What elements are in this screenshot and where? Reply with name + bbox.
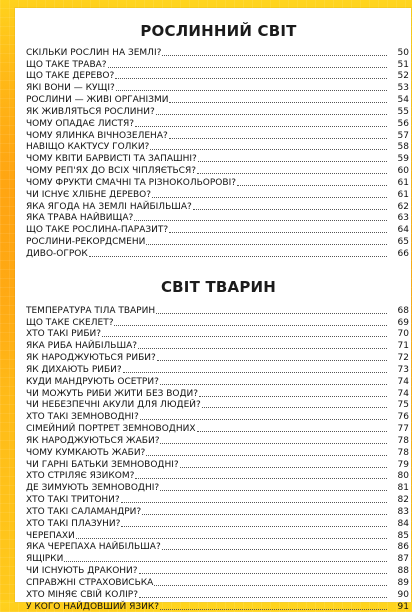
toc-entry-title: ХТО ТАКІ РИБИ? bbox=[26, 329, 102, 340]
toc-entry[interactable] bbox=[26, 458, 411, 470]
toc-entry[interactable] bbox=[26, 117, 411, 129]
dot-leader bbox=[116, 88, 387, 91]
toc-entry[interactable] bbox=[26, 387, 411, 399]
toc-entry[interactable] bbox=[26, 363, 411, 375]
toc-entry[interactable] bbox=[26, 552, 411, 564]
toc-entry-title: ЯК НАРОДЖУЮТЬСЯ РИБИ? bbox=[26, 353, 156, 364]
dot-leader bbox=[102, 334, 387, 337]
toc-entry[interactable] bbox=[26, 410, 411, 422]
toc-entry-page-number: 84 bbox=[397, 518, 409, 529]
toc-entry-page-number: 61 bbox=[397, 177, 409, 188]
toc-entry-page-number: 78 bbox=[397, 435, 409, 446]
toc-entry[interactable] bbox=[26, 58, 411, 70]
toc-entry-page-number: 79 bbox=[397, 459, 409, 470]
toc-entry[interactable] bbox=[26, 399, 411, 411]
dot-leader bbox=[139, 595, 387, 598]
toc-entry[interactable] bbox=[26, 46, 411, 58]
toc-entry-page-number: 63 bbox=[397, 213, 409, 224]
toc-entry-title: ЧОМУ ФРУКТИ СМАЧНІ ТА РІЗНОКОЛЬОРОВІ? bbox=[26, 177, 236, 188]
dot-leader bbox=[198, 159, 387, 162]
toc-entry-page-number: 56 bbox=[397, 118, 409, 129]
toc-entry-title: У КОГО НАЙДОВШИЙ ЯЗИК? bbox=[26, 601, 160, 612]
dot-leader bbox=[150, 147, 387, 150]
toc-entry-title: ХТО ТАКІ ЗЕМНОВОДНІ? bbox=[26, 412, 139, 423]
toc-entry[interactable] bbox=[26, 200, 411, 212]
toc-entry-title: ХТО СТРІЛЯЄ ЯЗИКОМ? bbox=[26, 471, 135, 482]
toc-entry-page-number: 71 bbox=[397, 341, 409, 352]
toc-entry-page-number: 73 bbox=[397, 364, 409, 375]
toc-entry-title: ХТО МІНЯЄ СВІЙ КОЛІР? bbox=[26, 589, 138, 600]
toc-entry[interactable] bbox=[26, 529, 411, 541]
dot-leader bbox=[146, 453, 387, 456]
toc-entry-title: ЩО ТАКЕ РОСЛИНА-ПАРАЗИТ? bbox=[26, 225, 169, 236]
dot-leader bbox=[160, 441, 387, 444]
toc-entry-page-number: 62 bbox=[397, 201, 409, 212]
toc-entry-page-number: 68 bbox=[397, 305, 409, 316]
toc-entry[interactable] bbox=[26, 422, 411, 434]
toc-entry[interactable] bbox=[26, 223, 411, 235]
toc-entry-title: ХТО ТАКІ ПЛАЗУНИ? bbox=[26, 518, 121, 529]
dot-leader bbox=[162, 547, 387, 550]
toc-entry-page-number: 64 bbox=[397, 225, 409, 236]
section-animal-world bbox=[26, 278, 411, 612]
toc-entry[interactable] bbox=[26, 505, 411, 517]
toc-entry[interactable] bbox=[26, 446, 411, 458]
dot-leader bbox=[64, 559, 387, 562]
toc-entry-page-number: 83 bbox=[397, 506, 409, 517]
toc-entry-title: ДЕ ЗИМУЮТЬ ЗЕМНОВОДНІ? bbox=[26, 483, 160, 494]
toc-entry[interactable] bbox=[26, 141, 411, 153]
dot-leader bbox=[139, 571, 387, 574]
toc-entry-title: ЧОМУ КУМКАЮТЬ ЖАБИ? bbox=[26, 447, 146, 458]
toc-entry-title: ЧИ НЕБЕЗПЕЧНІ АКУЛИ ДЛЯ ЛЮДЕЙ? bbox=[26, 400, 201, 411]
toc-entry-title: ЧОМУ РЕП'ЯХ ДО ВСІХ ЧІПЛЯЄТЬСЯ? bbox=[26, 166, 196, 177]
dot-leader bbox=[237, 183, 387, 186]
dot-leader bbox=[135, 124, 387, 127]
dot-leader bbox=[146, 242, 387, 245]
toc-entry-page-number: 70 bbox=[397, 329, 409, 340]
toc-entry[interactable] bbox=[26, 316, 411, 328]
toc-entry-title: ЧОМУ ЯЛИНКА ВІЧНОЗЕЛЕНА? bbox=[26, 130, 168, 141]
toc-entry[interactable] bbox=[26, 517, 411, 529]
toc-entry-title: ЯКА ТРАВА НАЙВИЩА? bbox=[26, 213, 134, 224]
toc-entry-title: ЯКІ ВОНИ — КУЩІ? bbox=[26, 83, 115, 94]
dot-leader bbox=[197, 171, 387, 174]
toc-entry[interactable] bbox=[26, 339, 411, 351]
dot-leader bbox=[135, 476, 387, 479]
dot-leader bbox=[156, 311, 387, 314]
toc-entry[interactable] bbox=[26, 188, 411, 200]
toc-entry[interactable] bbox=[26, 541, 411, 553]
toc-entry[interactable] bbox=[26, 375, 411, 387]
toc-entry-title: ЧОМУ КВІТИ БАРВИСТІ ТА ЗАПАШНІ? bbox=[26, 154, 197, 165]
toc-entry-page-number: 52 bbox=[397, 71, 409, 82]
dot-leader bbox=[156, 112, 387, 115]
toc-list bbox=[26, 304, 411, 612]
toc-entry-page-number: 81 bbox=[397, 483, 409, 494]
toc-list bbox=[26, 46, 411, 259]
toc-entry-page-number: 86 bbox=[397, 542, 409, 553]
dot-leader bbox=[121, 500, 387, 503]
toc-entry-title: ЩО ТАКЕ ТРАВА? bbox=[26, 59, 107, 70]
toc-entry-page-number: 77 bbox=[397, 424, 409, 435]
toc-entry-page-number: 90 bbox=[397, 589, 409, 600]
toc-entry-page-number: 60 bbox=[397, 166, 409, 177]
toc-entry[interactable] bbox=[26, 600, 411, 612]
toc-entry-page-number: 65 bbox=[397, 237, 409, 248]
toc-entry[interactable] bbox=[26, 176, 411, 188]
toc-entry-page-number: 91 bbox=[397, 601, 409, 612]
toc-entry-title: ЧОМУ ОПАДАЄ ЛИСТЯ? bbox=[26, 118, 135, 129]
toc-entry-page-number: 53 bbox=[397, 83, 409, 94]
dot-leader bbox=[152, 195, 387, 198]
toc-entry-page-number: 57 bbox=[397, 130, 409, 141]
dot-leader bbox=[157, 358, 387, 361]
toc-entry-page-number: 51 bbox=[397, 59, 409, 70]
toc-entry-page-number: 85 bbox=[397, 530, 409, 541]
toc-entry[interactable] bbox=[26, 588, 411, 600]
toc-entry-title: ЯКА РИБА НАЙБІЛЬША? bbox=[26, 341, 137, 352]
toc-entry-title: ЧИ МОЖУТЬ РИБИ ЖИТИ БЕЗ ВОДИ? bbox=[26, 388, 199, 399]
toc-entry[interactable] bbox=[26, 351, 411, 363]
toc-entry[interactable] bbox=[26, 93, 411, 105]
toc-page bbox=[15, 8, 411, 612]
toc-entry-title: СІМЕЙНИЙ ПОРТРЕТ ЗЕМНОВОДНИХ bbox=[26, 424, 196, 435]
toc-entry-page-number: 58 bbox=[397, 142, 409, 153]
toc-entry[interactable] bbox=[26, 576, 411, 588]
dot-leader bbox=[169, 100, 387, 103]
dot-leader bbox=[123, 370, 387, 373]
toc-entry[interactable] bbox=[26, 328, 411, 340]
toc-entry-title: ЩО ТАКЕ ДЕРЕВО? bbox=[26, 71, 115, 82]
toc-entry-page-number: 78 bbox=[397, 447, 409, 458]
toc-entry-page-number: 66 bbox=[397, 248, 409, 259]
toc-entry-title: ЧЕРЕПАХИ bbox=[26, 530, 75, 541]
dot-leader bbox=[142, 512, 387, 515]
dot-leader bbox=[115, 76, 387, 79]
toc-entry[interactable] bbox=[26, 70, 411, 82]
toc-entry-title: ЯКА ЧЕРЕПАХА НАЙБІЛЬША? bbox=[26, 542, 161, 553]
section-plant-world bbox=[26, 22, 411, 284]
dot-leader bbox=[193, 207, 387, 210]
toc-entry-title: ЯК ДИХАЮТЬ РИБИ? bbox=[26, 364, 122, 375]
toc-entry[interactable] bbox=[26, 434, 411, 446]
toc-entry-title: ЧИ ГАРНІ БАТЬКИ ЗЕМНОВОДНІ? bbox=[26, 459, 179, 470]
dot-leader bbox=[138, 346, 387, 349]
toc-entry-page-number: 55 bbox=[397, 106, 409, 117]
toc-entry-title: СКІЛЬКИ РОСЛИН НА ЗЕМЛІ? bbox=[26, 47, 162, 58]
toc-entry-page-number: 50 bbox=[397, 47, 409, 58]
toc-entry-page-number: 59 bbox=[397, 154, 409, 165]
toc-entry-title: ЯК ЖИВЛЯТЬСЯ РОСЛИНИ? bbox=[26, 106, 155, 117]
toc-entry-title: ХТО ТАКІ САЛАМАНДРИ? bbox=[26, 506, 142, 517]
dot-leader bbox=[199, 394, 387, 397]
dot-leader bbox=[160, 382, 387, 385]
toc-entry[interactable] bbox=[26, 152, 411, 164]
dot-leader bbox=[134, 218, 387, 221]
toc-entry-title: ЩО ТАКЕ СКЕЛЕТ? bbox=[26, 317, 114, 328]
dot-leader bbox=[140, 417, 387, 420]
toc-entry[interactable] bbox=[26, 493, 411, 505]
dot-leader bbox=[202, 405, 387, 408]
toc-entry-page-number: 88 bbox=[397, 566, 409, 577]
toc-entry[interactable] bbox=[26, 470, 411, 482]
dot-leader bbox=[114, 323, 387, 326]
toc-entry-page-number: 61 bbox=[397, 189, 409, 200]
dot-leader bbox=[197, 429, 388, 432]
toc-entry-page-number: 82 bbox=[397, 495, 409, 506]
toc-entry-page-number: 54 bbox=[397, 95, 409, 106]
toc-entry[interactable] bbox=[26, 212, 411, 224]
dot-leader bbox=[169, 230, 387, 233]
toc-entry-page-number: 76 bbox=[397, 412, 409, 423]
toc-entry-page-number: 80 bbox=[397, 471, 409, 482]
toc-entry-title: КУДИ МАНДРУЮТЬ ОСЕТРИ? bbox=[26, 376, 159, 387]
toc-entry-title: ЯКА ЯГОДА НА ЗЕМЛІ НАЙБІЛЬША? bbox=[26, 201, 192, 212]
toc-entry-title: РОСЛИНИ — ЖИВІ ОРГАНІЗМИ bbox=[26, 95, 169, 106]
dot-leader bbox=[160, 488, 387, 491]
toc-entry-title: РОСЛИНИ-РЕКОРДСМЕНИ bbox=[26, 237, 146, 248]
toc-entry-title: ЧИ ІСНУЄ ХЛІБНЕ ДЕРЕВО? bbox=[26, 189, 152, 200]
toc-entry-title: ТЕМПЕРАТУРА ТІЛА ТВАРИН bbox=[26, 305, 156, 316]
toc-entry[interactable] bbox=[26, 564, 411, 576]
toc-entry-title: ДИВО-ОГРОК bbox=[26, 248, 88, 259]
toc-entry-title: СПРАВЖНІ СТРАХОВИСЬКА bbox=[26, 577, 154, 588]
toc-entry-title: ЯЩІРКИ bbox=[26, 554, 64, 565]
toc-entry[interactable] bbox=[26, 81, 411, 93]
dot-leader bbox=[76, 536, 387, 539]
toc-entry-title: ХТО ТАКІ ТРИТОНИ? bbox=[26, 495, 120, 506]
toc-entry-page-number: 74 bbox=[397, 376, 409, 387]
toc-entry-page-number: 87 bbox=[397, 554, 409, 565]
dot-leader bbox=[162, 53, 387, 56]
toc-entry-page-number: 69 bbox=[397, 317, 409, 328]
toc-entry-page-number: 74 bbox=[397, 388, 409, 399]
dot-leader bbox=[108, 65, 387, 68]
toc-entry-page-number: 72 bbox=[397, 353, 409, 364]
toc-entry[interactable] bbox=[26, 235, 411, 247]
dot-leader bbox=[89, 254, 387, 257]
dot-leader bbox=[160, 607, 387, 610]
toc-entry[interactable] bbox=[26, 481, 411, 493]
toc-entry-page-number: 75 bbox=[397, 400, 409, 411]
toc-entry[interactable] bbox=[26, 164, 411, 176]
toc-entry-title: ЯК НАРОДЖУЮТЬСЯ ЖАБИ? bbox=[26, 435, 160, 446]
toc-entry[interactable] bbox=[26, 129, 411, 141]
toc-entry-page-number: 89 bbox=[397, 577, 409, 588]
toc-entry[interactable] bbox=[26, 105, 411, 117]
section-title: СВІТ ТВАРИН bbox=[160, 278, 277, 296]
dot-leader bbox=[180, 465, 387, 468]
dot-leader bbox=[169, 136, 387, 139]
dot-leader bbox=[154, 583, 387, 586]
toc-entry[interactable] bbox=[26, 247, 411, 259]
dot-leader bbox=[121, 524, 387, 527]
section-title: РОСЛИННИЙ СВІТ bbox=[140, 22, 297, 40]
toc-entry-title: НАВІЩО КАКТУСУ ГОЛКИ? bbox=[26, 142, 150, 153]
toc-entry[interactable] bbox=[26, 304, 411, 316]
toc-entry-title: ЧИ ІСНУЮТЬ ДРАКОНИ? bbox=[26, 566, 138, 577]
